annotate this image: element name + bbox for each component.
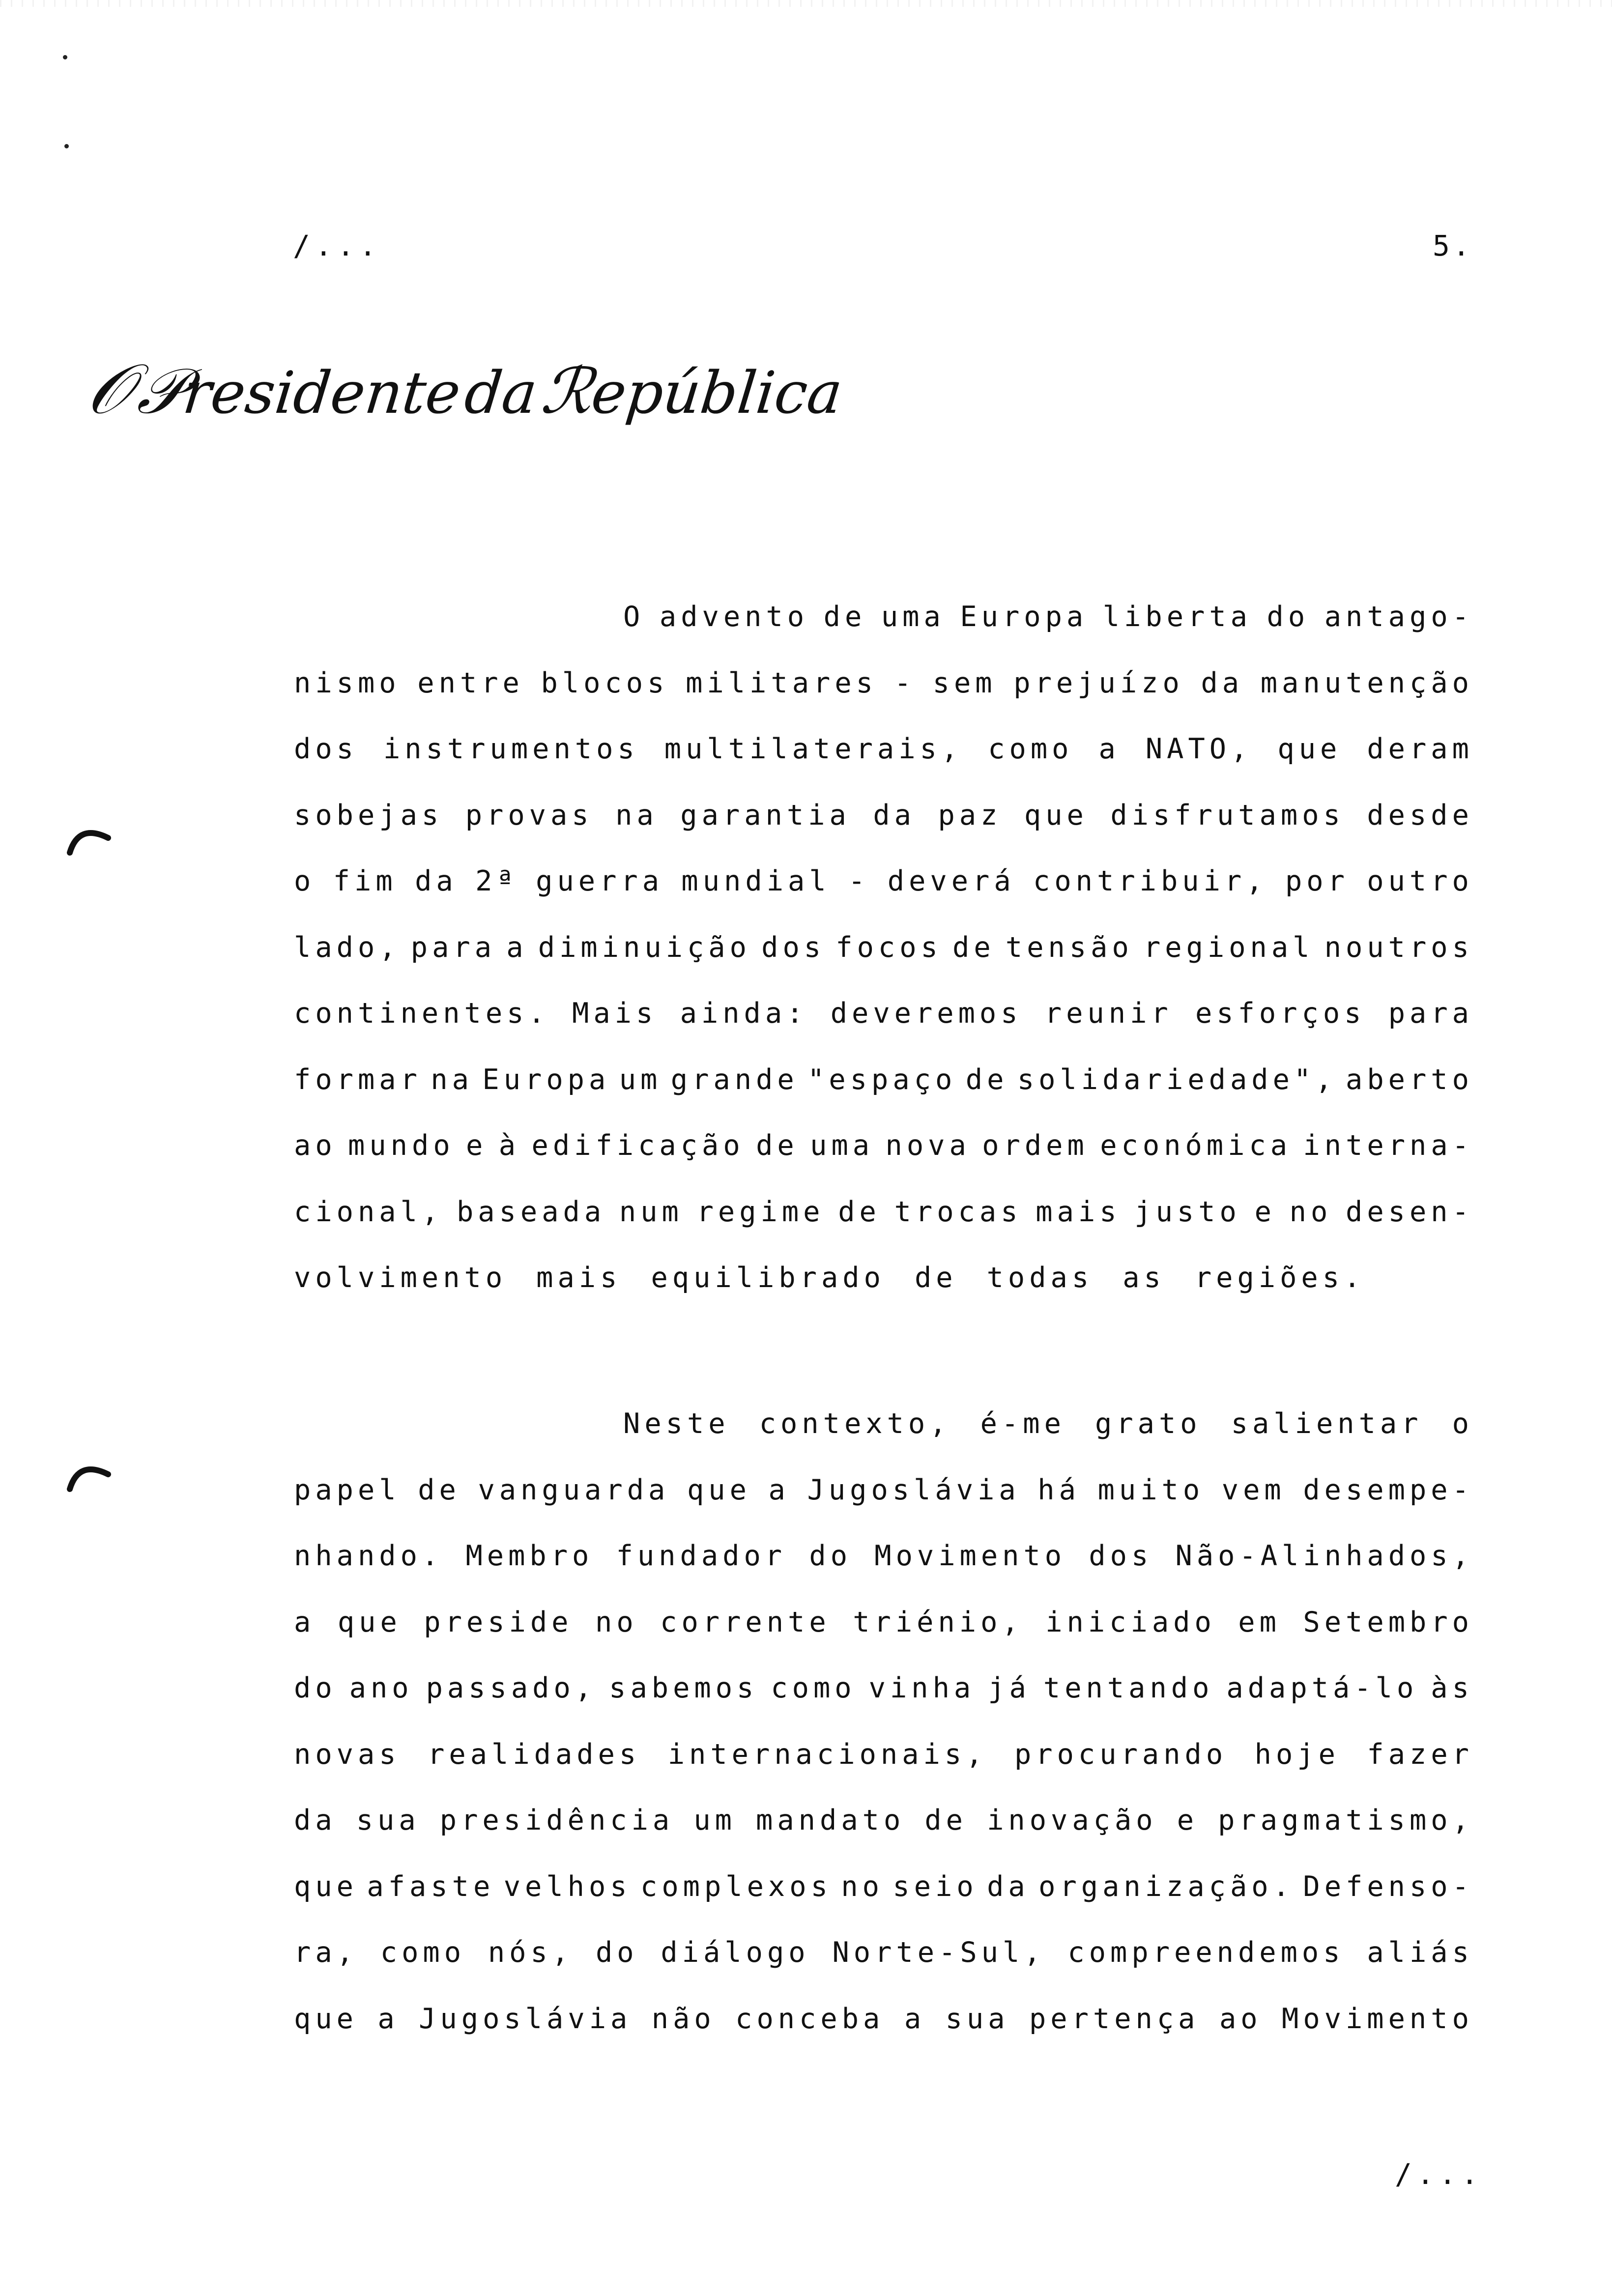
word: do bbox=[1267, 601, 1310, 633]
word: uma bbox=[881, 601, 945, 633]
word: - bbox=[848, 865, 870, 897]
word: seio bbox=[892, 1870, 978, 1903]
word: deverá bbox=[887, 865, 1015, 897]
word: dos bbox=[761, 931, 826, 964]
text-line bbox=[294, 1047, 1473, 1113]
text-line bbox=[294, 848, 1473, 915]
scan-edge-noise bbox=[0, 0, 1612, 7]
word: num bbox=[619, 1195, 683, 1228]
word: do bbox=[809, 1540, 852, 1572]
word: interna- bbox=[1303, 1129, 1473, 1162]
word: - bbox=[894, 666, 916, 699]
word: Europa bbox=[482, 1063, 610, 1096]
word: Mais bbox=[572, 997, 658, 1030]
word: "espaço bbox=[807, 1063, 957, 1096]
word: de bbox=[418, 1473, 461, 1506]
paragraph-indent bbox=[294, 1391, 623, 1457]
word: Não-Alinhados, bbox=[1175, 1540, 1473, 1572]
word: mais bbox=[536, 1262, 622, 1294]
word: ano bbox=[349, 1672, 413, 1704]
word: da bbox=[294, 1804, 337, 1837]
word: 2ª bbox=[475, 865, 518, 897]
word: diminuição bbox=[538, 931, 751, 964]
word: fim bbox=[333, 865, 397, 897]
word: velhos bbox=[503, 1870, 632, 1903]
word: preside bbox=[424, 1606, 573, 1638]
word: sobejas bbox=[294, 799, 443, 832]
word: sem bbox=[932, 666, 997, 699]
word: o bbox=[1452, 1407, 1473, 1440]
word: paz bbox=[938, 799, 1002, 832]
word: Jugoslávia bbox=[807, 1473, 1020, 1506]
text-line bbox=[294, 1787, 1473, 1854]
text-line bbox=[294, 716, 1473, 782]
word: regime bbox=[696, 1195, 825, 1228]
page-number: 5. bbox=[1433, 229, 1473, 262]
word: uma bbox=[810, 1129, 874, 1162]
text-line bbox=[294, 1589, 1473, 1656]
word: regiões. bbox=[1194, 1262, 1365, 1294]
word: que bbox=[1277, 733, 1342, 765]
word: esforços bbox=[1195, 997, 1366, 1030]
word: inovação bbox=[987, 1804, 1157, 1837]
word: novas bbox=[294, 1738, 401, 1771]
text-line bbox=[294, 915, 1473, 981]
word: mundial bbox=[681, 865, 831, 897]
text-line bbox=[294, 1655, 1473, 1722]
word: cional, bbox=[294, 1195, 443, 1228]
word: tensão bbox=[1005, 931, 1133, 964]
word: equilibrado bbox=[651, 1262, 885, 1294]
word: de bbox=[952, 931, 995, 964]
text-line bbox=[294, 980, 1473, 1047]
word: o bbox=[294, 865, 316, 897]
letterhead-signature-script bbox=[84, 349, 846, 437]
word: multilaterais, bbox=[664, 733, 963, 765]
word: da bbox=[987, 1870, 1030, 1903]
word: outro bbox=[1367, 865, 1473, 897]
word: nova bbox=[885, 1129, 971, 1162]
word: dos bbox=[1089, 1540, 1153, 1572]
word: do bbox=[595, 1936, 638, 1969]
word: edificação bbox=[531, 1129, 745, 1162]
word: adaptá-lo bbox=[1226, 1672, 1418, 1704]
word: ao bbox=[1219, 2002, 1262, 2035]
word: às bbox=[1431, 1672, 1473, 1704]
word: realidades bbox=[428, 1738, 641, 1771]
word: nhando. bbox=[294, 1540, 443, 1572]
scan-speck bbox=[63, 55, 67, 59]
word: advento bbox=[659, 601, 809, 633]
word: desen- bbox=[1346, 1195, 1473, 1228]
word: organização. bbox=[1038, 1870, 1294, 1903]
word: regional bbox=[1143, 931, 1314, 964]
word: já bbox=[988, 1672, 1031, 1704]
text-line bbox=[294, 1391, 1473, 1457]
word: ra, bbox=[294, 1936, 358, 1969]
word: triénio, bbox=[853, 1606, 1023, 1638]
word: por bbox=[1285, 865, 1349, 897]
word: e bbox=[466, 1129, 488, 1162]
word: volvimento bbox=[294, 1262, 507, 1294]
word: em bbox=[1238, 1606, 1281, 1638]
word: que bbox=[294, 2002, 358, 2035]
line-words bbox=[623, 1391, 1473, 1457]
word: prejuízo bbox=[1013, 666, 1184, 699]
word: Neste bbox=[623, 1407, 730, 1440]
word: sua bbox=[945, 2002, 1009, 2035]
word: presidência bbox=[439, 1804, 674, 1837]
word: de bbox=[924, 1804, 967, 1837]
text-line bbox=[294, 782, 1473, 849]
text-line bbox=[294, 1986, 1473, 2052]
word: como bbox=[380, 1936, 466, 1969]
word: solidariedade", bbox=[1017, 1063, 1337, 1096]
text-line bbox=[294, 584, 1473, 650]
word: de bbox=[756, 1129, 799, 1162]
word: pertença bbox=[1029, 2002, 1200, 2035]
word: garantia bbox=[680, 799, 851, 832]
text-line bbox=[294, 1457, 1473, 1523]
word: de bbox=[838, 1195, 881, 1228]
word: todas bbox=[986, 1262, 1094, 1294]
word: fazer bbox=[1367, 1738, 1473, 1771]
word: iniciado bbox=[1045, 1606, 1216, 1638]
word: ainda: bbox=[680, 997, 808, 1030]
word: que bbox=[687, 1473, 751, 1506]
word: fundador bbox=[616, 1540, 787, 1572]
punch-hole-mark bbox=[64, 818, 118, 867]
word: no bbox=[841, 1870, 884, 1903]
word: há bbox=[1037, 1473, 1080, 1506]
word: contribuir, bbox=[1033, 865, 1267, 897]
word: como bbox=[771, 1672, 856, 1704]
word: a bbox=[377, 2002, 399, 2035]
text-line bbox=[294, 1113, 1473, 1179]
word: da bbox=[1201, 666, 1244, 699]
continuation-mark-top: /... bbox=[293, 229, 381, 262]
word: Setembro bbox=[1303, 1606, 1473, 1638]
word: pragmatismo, bbox=[1218, 1804, 1473, 1837]
word: salientar bbox=[1231, 1407, 1423, 1440]
word: de bbox=[914, 1262, 957, 1294]
word: na bbox=[431, 1063, 473, 1096]
word: hoje bbox=[1254, 1738, 1340, 1771]
word: NATO, bbox=[1145, 733, 1252, 765]
svg-text:𝒪𝒫residentedaℛepública: 𝒪𝒫residentedaℛepública bbox=[84, 349, 846, 430]
word: não bbox=[651, 2002, 716, 2035]
word: passado, bbox=[426, 1672, 597, 1704]
word: as bbox=[1123, 1262, 1165, 1294]
word: ao bbox=[294, 1129, 337, 1162]
word: sabemos bbox=[609, 1672, 758, 1704]
word: reunir bbox=[1044, 997, 1173, 1030]
word: desempe- bbox=[1303, 1473, 1473, 1506]
word: justo bbox=[1134, 1195, 1241, 1228]
word: O bbox=[623, 601, 645, 633]
word: na bbox=[615, 799, 658, 832]
word: que bbox=[337, 1606, 402, 1638]
word: procurando bbox=[1014, 1738, 1228, 1771]
word: que bbox=[1024, 799, 1088, 832]
word: vinha bbox=[868, 1672, 976, 1704]
word: a bbox=[768, 1473, 790, 1506]
word: para bbox=[410, 931, 496, 964]
text-line bbox=[294, 650, 1473, 717]
word: sua bbox=[356, 1804, 420, 1837]
word: Jugoslávia bbox=[419, 2002, 632, 2035]
word: papel bbox=[294, 1473, 401, 1506]
word: dos bbox=[294, 733, 358, 765]
word: afaste bbox=[367, 1870, 495, 1903]
word: Europa bbox=[960, 601, 1088, 633]
text-line bbox=[294, 1179, 1473, 1245]
word: no bbox=[595, 1606, 638, 1638]
word: e bbox=[1177, 1804, 1199, 1837]
text-line bbox=[294, 1722, 1473, 1788]
word: Movimento bbox=[874, 1540, 1066, 1572]
word: antago- bbox=[1324, 601, 1473, 633]
word: noutros bbox=[1324, 931, 1473, 964]
word: à bbox=[498, 1129, 520, 1162]
text-line bbox=[294, 1920, 1473, 1986]
paragraph-1 bbox=[294, 584, 1473, 1311]
word: blocos bbox=[541, 666, 669, 699]
word: um bbox=[619, 1063, 662, 1096]
word: Movimento bbox=[1282, 2002, 1473, 2035]
word: Defenso- bbox=[1303, 1870, 1473, 1903]
word: lado, bbox=[294, 931, 401, 964]
word: mais bbox=[1036, 1195, 1121, 1228]
word: guerra bbox=[536, 865, 664, 897]
paragraph-indent bbox=[294, 584, 623, 650]
word: é-me bbox=[980, 1407, 1065, 1440]
word: contexto, bbox=[759, 1407, 951, 1440]
word: desde bbox=[1367, 799, 1473, 832]
word: como bbox=[988, 733, 1073, 765]
word: que bbox=[294, 1870, 358, 1903]
word: grato bbox=[1095, 1407, 1202, 1440]
word: diálogo bbox=[661, 1936, 810, 1969]
word: nismo bbox=[294, 666, 401, 699]
word: Norte-Sul, bbox=[832, 1936, 1045, 1969]
word: instrumentos bbox=[383, 733, 639, 765]
text-line bbox=[294, 1245, 1473, 1311]
text-line bbox=[294, 1854, 1473, 1920]
word: continentes. bbox=[294, 997, 549, 1030]
word: aberto bbox=[1346, 1063, 1473, 1096]
word: conceba bbox=[735, 2002, 885, 2035]
scan-speck bbox=[64, 144, 69, 148]
continuation-mark-bottom: /... bbox=[1395, 2157, 1483, 2191]
word: vem bbox=[1221, 1473, 1286, 1506]
text-line bbox=[294, 1523, 1473, 1589]
word: do bbox=[294, 1672, 337, 1704]
word: a bbox=[904, 2002, 926, 2035]
punch-hole-mark bbox=[64, 1455, 118, 1504]
paragraph-2 bbox=[294, 1391, 1473, 2052]
word: de bbox=[823, 601, 866, 633]
word: a bbox=[506, 931, 528, 964]
word: provas bbox=[465, 799, 593, 832]
word: a bbox=[1098, 733, 1120, 765]
word: complexos bbox=[640, 1870, 832, 1903]
word: deveremos bbox=[830, 997, 1022, 1030]
word: de bbox=[965, 1063, 1008, 1096]
word: grande bbox=[670, 1063, 799, 1096]
word: mundo bbox=[348, 1129, 455, 1162]
word: vanguarda bbox=[478, 1473, 670, 1506]
word: da bbox=[873, 799, 916, 832]
word: e bbox=[1254, 1195, 1276, 1228]
word: entre bbox=[417, 666, 524, 699]
word: manutenção bbox=[1260, 666, 1473, 699]
word: para bbox=[1388, 997, 1473, 1030]
word: Membro bbox=[465, 1540, 594, 1572]
word: disfrutamos bbox=[1110, 799, 1345, 832]
word: ordem bbox=[982, 1129, 1089, 1162]
word: mandato bbox=[756, 1804, 905, 1837]
word: deram bbox=[1367, 733, 1473, 765]
word: tentando bbox=[1043, 1672, 1214, 1704]
word: formar bbox=[294, 1063, 422, 1096]
word: da bbox=[415, 865, 458, 897]
word: liberta bbox=[1102, 601, 1252, 633]
word: nós, bbox=[488, 1936, 574, 1969]
word: um bbox=[693, 1804, 736, 1837]
word: corrente bbox=[660, 1606, 831, 1638]
word: a bbox=[294, 1606, 316, 1638]
word: compreendemos bbox=[1067, 1936, 1345, 1969]
word: militares bbox=[686, 666, 877, 699]
line-words bbox=[623, 584, 1473, 650]
word: muito bbox=[1097, 1473, 1205, 1506]
word: trocas bbox=[894, 1195, 1022, 1228]
word: focos bbox=[835, 931, 942, 964]
word: aliás bbox=[1367, 1936, 1473, 1969]
word: baseada bbox=[456, 1195, 606, 1228]
word: no bbox=[1289, 1195, 1332, 1228]
word: internacionais, bbox=[667, 1738, 987, 1771]
word: económica bbox=[1100, 1129, 1292, 1162]
